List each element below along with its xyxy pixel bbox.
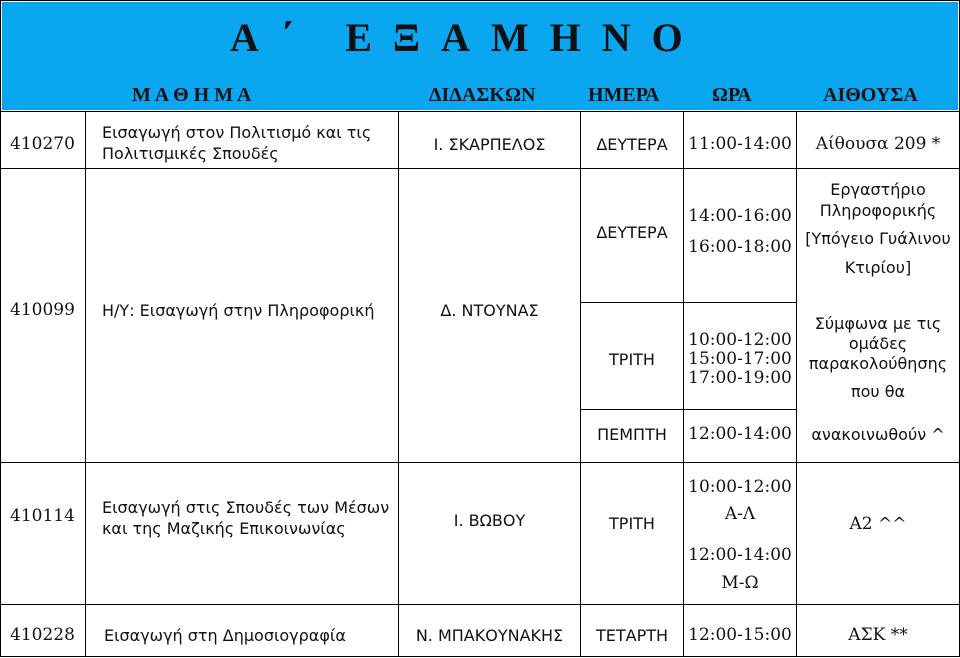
- room-line: Εργαστήριο: [830, 180, 926, 199]
- header-course: Μ Α Θ Η Μ Α: [132, 84, 252, 106]
- header-day: ΗΜΕΡΑ: [588, 84, 660, 106]
- room: Α2 ^^: [849, 514, 907, 534]
- instructor: Δ. ΝΤΟΥΝΑΣ: [440, 301, 539, 320]
- time: 12:00-14:00: [688, 424, 792, 444]
- group: Μ-Ω: [721, 573, 759, 593]
- room: ΑΣΚ **: [848, 625, 908, 645]
- day: ΤΡΙΤΗ: [609, 350, 655, 369]
- course-title-line: Εισαγωγή στον Πολιτισμό και τις: [102, 123, 372, 142]
- room-line: [Υπόγειο Γυάλινου: [805, 229, 951, 248]
- border-row1-bottom: [0, 168, 960, 169]
- day: ΔΕΥΤΕΡΑ: [596, 135, 668, 154]
- border-left: [0, 0, 1, 657]
- day: ΤΡΙΤΗ: [609, 514, 655, 533]
- col-sep-3: [580, 111, 581, 656]
- time: 15:00-17:00: [688, 349, 792, 369]
- course-title: Η/Υ: Εισαγωγή στην Πληροφορική: [102, 301, 375, 320]
- border-header-bottom: [0, 111, 960, 112]
- header-time: ΩΡΑ: [712, 84, 752, 106]
- time: 11:00-14:00: [688, 134, 792, 154]
- instructor: Ι. ΣΚΑΡΠΕΛΟΣ: [433, 135, 546, 154]
- room-line: ομάδες: [848, 334, 908, 353]
- time: 16:00-18:00: [688, 237, 792, 257]
- border-row2-inner-1: [580, 302, 796, 303]
- room-line: Σύμφωνα με τις: [814, 314, 942, 333]
- room-line: ανακοινωθούν ^: [811, 425, 945, 444]
- time: 14:00-16:00: [688, 206, 792, 226]
- border-row3-bottom: [0, 604, 960, 605]
- course-title-line: Πολιτισμικές Σπουδές: [102, 144, 279, 163]
- room-line: που θα: [850, 382, 906, 401]
- time: 17:00-19:00: [688, 368, 792, 388]
- room-line: Κτιρίου]: [844, 258, 912, 277]
- group: Α-Λ: [724, 504, 756, 524]
- course-code: 410270: [10, 134, 75, 154]
- day: ΠΕΜΠΤΗ: [597, 425, 667, 444]
- instructor: Ι. ΒΩΒΟΥ: [453, 511, 526, 530]
- time: 10:00-12:00: [688, 477, 792, 497]
- border-bottom: [0, 656, 960, 657]
- col-sep-1: [85, 111, 86, 656]
- time: 10:00-12:00: [688, 330, 792, 350]
- course-title-line: Εισαγωγή στις Σπουδές των Μέσων: [102, 498, 390, 517]
- border-top: [0, 0, 960, 1]
- border-row2-bottom: [0, 462, 960, 463]
- room: Αίθουσα 209 *: [815, 134, 941, 154]
- col-sep-2: [398, 111, 399, 656]
- course-code: 410228: [10, 625, 75, 645]
- course-title-line: και της Μαζικής Επικοινωνίας: [102, 519, 346, 538]
- page-title: Α΄ ΕΞΑΜΗΝΟ: [230, 15, 704, 60]
- instructor: Ν. ΜΠΑΚΟΥΝΑΚΗΣ: [415, 626, 564, 645]
- day: ΤΕΤΑΡΤΗ: [595, 626, 669, 645]
- room-line: παρακολούθησης: [808, 354, 948, 373]
- room-line: Πληροφορικής: [819, 201, 937, 220]
- time: 12:00-15:00: [688, 625, 792, 645]
- header-instructor: ΔΙΔΑΣΚΩΝ: [429, 84, 536, 106]
- header-room: ΑΙΘΟΥΣΑ: [823, 84, 918, 106]
- course-code: 410099: [10, 300, 75, 320]
- border-row2-inner-2: [580, 409, 796, 410]
- course-title: Εισαγωγή στη Δημοσιογραφία: [104, 626, 346, 645]
- course-code: 410114: [10, 506, 75, 526]
- time: 12:00-14:00: [688, 545, 792, 565]
- day: ΔΕΥΤΕΡΑ: [596, 223, 668, 242]
